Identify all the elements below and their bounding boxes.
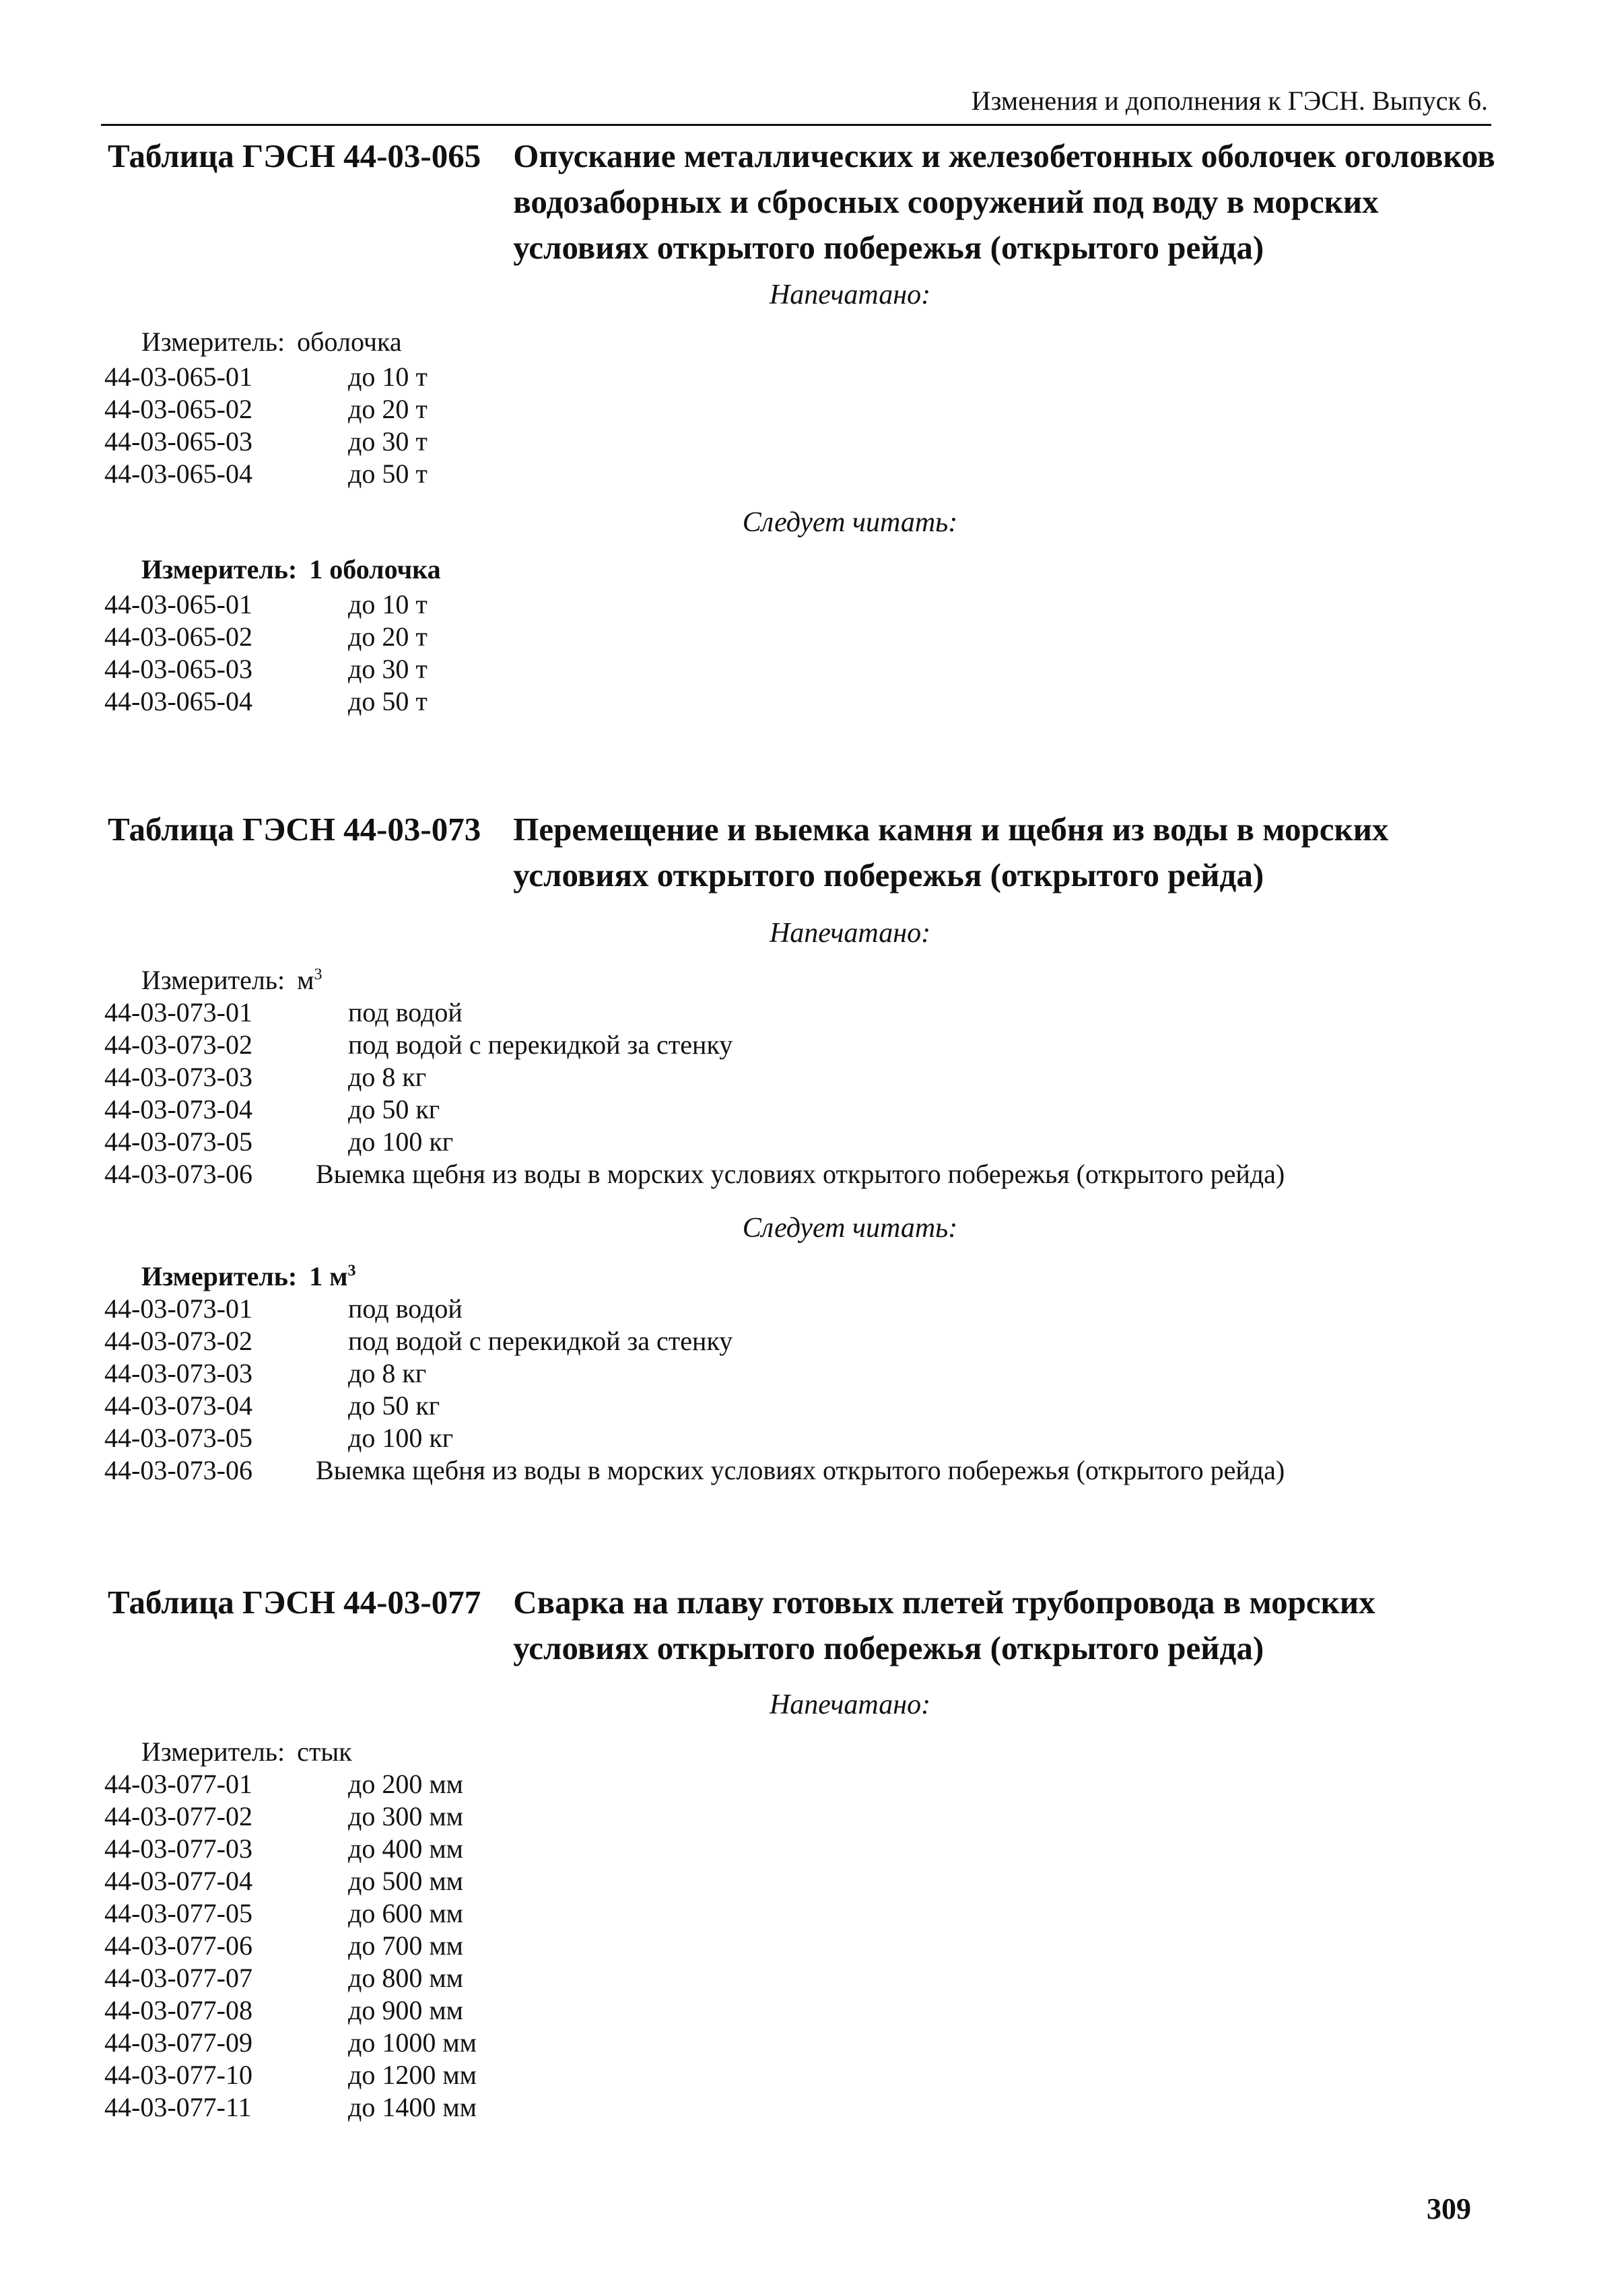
table-row <box>104 2091 477 2124</box>
row-desc: до 100 кг <box>348 1126 454 1157</box>
row-code: 44-03-077-11 <box>104 2092 252 2122</box>
printed-rows <box>104 997 1285 1190</box>
table-row <box>104 588 428 621</box>
table-row <box>104 1357 1285 1390</box>
row-code: 44-03-073-05 <box>104 1126 252 1157</box>
table-row <box>104 1325 1285 1357</box>
row-code: 44-03-065-01 <box>104 362 252 392</box>
row-code: 44-03-065-01 <box>104 589 252 619</box>
row-desc: до 400 мм <box>348 1833 463 1864</box>
table-row <box>104 997 1285 1029</box>
table-row <box>104 426 428 458</box>
page-number: 309 <box>1427 2192 1471 2225</box>
section-title <box>108 133 1501 271</box>
table-label: Таблица ГЭСН 44-03-073 <box>108 811 481 848</box>
row-code: 44-03-073-06 <box>104 1455 252 1485</box>
row-code: 44-03-073-02 <box>104 1326 252 1356</box>
printed-rows <box>104 1768 477 2124</box>
printed-heading: Напечатано: <box>769 279 931 310</box>
row-desc: до 30 т <box>348 654 428 684</box>
table-row <box>104 1994 477 2027</box>
row-code: 44-03-065-03 <box>104 426 252 457</box>
printed-rows <box>104 361 428 490</box>
table-row <box>104 1029 1285 1061</box>
row-code: 44-03-065-03 <box>104 654 252 684</box>
row-desc: до 700 мм <box>348 1930 463 1961</box>
row-desc: до 300 мм <box>348 1801 463 1831</box>
row-code: 44-03-077-02 <box>104 1801 252 1831</box>
row-code: 44-03-077-08 <box>104 1995 252 2025</box>
row-code: 44-03-077-07 <box>104 1963 252 1993</box>
row-desc: до 8 кг <box>348 1062 427 1092</box>
measure-label: Измеритель: <box>141 327 285 357</box>
measure-value: стык <box>297 1736 352 1767</box>
row-desc: до 200 мм <box>348 1769 463 1799</box>
running-header: Изменения и дополнения к ГЭСН. Выпуск 6. <box>971 86 1488 116</box>
table-row <box>104 1865 477 1897</box>
row-code: 44-03-077-10 <box>104 2060 252 2090</box>
measure-superscript: 3 <box>314 966 322 984</box>
row-desc: до 50 кг <box>348 1094 440 1124</box>
table-row <box>104 621 428 653</box>
row-code: 44-03-077-06 <box>104 1930 252 1961</box>
corrected-rows <box>104 1293 1285 1487</box>
measure-line <box>141 326 402 358</box>
table-row <box>104 458 428 490</box>
table-row <box>104 1962 477 1994</box>
table-row <box>104 1800 477 1833</box>
row-code: 44-03-065-04 <box>104 686 252 716</box>
table-row <box>104 1930 477 1962</box>
row-desc: до 8 кг <box>348 1358 427 1388</box>
table-title: Сварка на плаву готовых плетей трубопровода в морских условиях открытого побережья (открытого рейда) <box>513 1584 1375 1666</box>
row-code: 44-03-073-01 <box>104 997 252 1027</box>
row-desc: до 800 мм <box>348 1963 463 1993</box>
row-desc: до 20 т <box>348 621 428 652</box>
table-label: Таблица ГЭСН 44-03-065 <box>108 137 481 174</box>
table-row <box>104 1390 1285 1422</box>
table-row <box>104 1061 1285 1093</box>
row-desc: до 1400 мм <box>348 2092 477 2122</box>
section-title <box>108 1580 1501 1671</box>
row-code: 44-03-073-05 <box>104 1423 252 1453</box>
table-title: Опускание металлических и железобетонных оболочек оголовков водозаборных и сбросных сооружений под воду в морских условиях открытого побережья (открытого рейда) <box>513 137 1495 266</box>
measure-line <box>141 553 441 585</box>
table-title: Перемещение и выемка камня и щебня из воды в морских условиях открытого побережья (открытого рейда) <box>513 811 1389 893</box>
table-row <box>104 2059 477 2091</box>
row-code: 44-03-073-03 <box>104 1062 252 1092</box>
measure-label: Измеритель: <box>141 1261 298 1291</box>
row-desc: до 50 т <box>348 459 428 489</box>
row-code: 44-03-077-01 <box>104 1769 252 1799</box>
table-row <box>104 1768 477 1800</box>
row-desc: до 600 мм <box>348 1898 463 1928</box>
row-desc: до 10 т <box>348 589 428 619</box>
header-rule <box>101 124 1491 126</box>
row-desc: под водой с перекидкой за стенку <box>348 1326 733 1356</box>
table-row <box>104 393 428 426</box>
printed-heading: Напечатано: <box>769 1689 931 1720</box>
measure-value: оболочка <box>297 327 402 357</box>
table-row <box>104 1897 477 1930</box>
row-desc: до 900 мм <box>348 1995 463 2025</box>
row-desc: до 50 т <box>348 686 428 716</box>
row-desc: Выемка щебня из воды в морских условиях открытого побережья (открытого рейда) <box>316 1455 1285 1485</box>
row-desc: до 20 т <box>348 394 428 424</box>
row-desc: до 10 т <box>348 362 428 392</box>
row-desc: под водой с перекидкой за стенку <box>348 1029 733 1060</box>
table-row <box>104 1422 1285 1454</box>
table-label: Таблица ГЭСН 44-03-077 <box>108 1584 481 1621</box>
row-desc: до 50 кг <box>348 1390 440 1421</box>
row-code: 44-03-077-03 <box>104 1833 252 1864</box>
row-desc: под водой <box>348 997 463 1027</box>
corrected-heading: Следует читать: <box>742 507 958 538</box>
row-code: 44-03-073-06 <box>104 1159 252 1189</box>
row-code: 44-03-077-05 <box>104 1898 252 1928</box>
table-row <box>104 1093 1285 1126</box>
printed-heading: Напечатано: <box>769 918 931 949</box>
row-code: 44-03-077-09 <box>104 2027 252 2058</box>
table-row <box>104 361 428 393</box>
measure-label: Измеритель: <box>141 554 298 584</box>
row-desc: до 1200 мм <box>348 2060 477 2090</box>
row-code: 44-03-073-04 <box>104 1390 252 1421</box>
row-desc: до 100 кг <box>348 1423 454 1453</box>
measure-value: 1 оболочка <box>309 554 441 584</box>
corrected-heading: Следует читать: <box>742 1213 958 1244</box>
row-code: 44-03-073-03 <box>104 1358 252 1388</box>
row-code: 44-03-065-02 <box>104 621 252 652</box>
row-desc: Выемка щебня из воды в морских условиях открытого побережья (открытого рейда) <box>316 1159 1285 1189</box>
table-row <box>104 653 428 685</box>
table-row <box>104 1126 1285 1158</box>
row-code: 44-03-073-02 <box>104 1029 252 1060</box>
row-desc: под водой <box>348 1293 463 1324</box>
row-desc: до 30 т <box>348 426 428 457</box>
row-desc: до 500 мм <box>348 1866 463 1896</box>
measure-line <box>141 1260 355 1292</box>
row-desc: до 1000 мм <box>348 2027 477 2058</box>
table-row <box>104 1454 1285 1487</box>
measure-label: Измеритель: <box>141 1736 285 1767</box>
section-title <box>108 807 1501 898</box>
row-code: 44-03-077-04 <box>104 1866 252 1896</box>
measure-label: Измеритель: <box>141 965 285 995</box>
row-code: 44-03-073-01 <box>104 1293 252 1324</box>
row-code: 44-03-065-02 <box>104 394 252 424</box>
measure-superscript: 3 <box>347 1262 356 1280</box>
table-row <box>104 1158 1285 1190</box>
row-code: 44-03-065-04 <box>104 459 252 489</box>
table-row <box>104 1293 1285 1325</box>
table-row <box>104 1833 477 1865</box>
corrected-rows <box>104 588 428 718</box>
measure-value: 1 м <box>309 1261 348 1291</box>
table-row <box>104 2027 477 2059</box>
measure-value: м <box>297 965 314 995</box>
row-code: 44-03-073-04 <box>104 1094 252 1124</box>
measure-line <box>141 964 322 996</box>
measure-line <box>141 1736 352 1767</box>
table-row <box>104 685 428 718</box>
